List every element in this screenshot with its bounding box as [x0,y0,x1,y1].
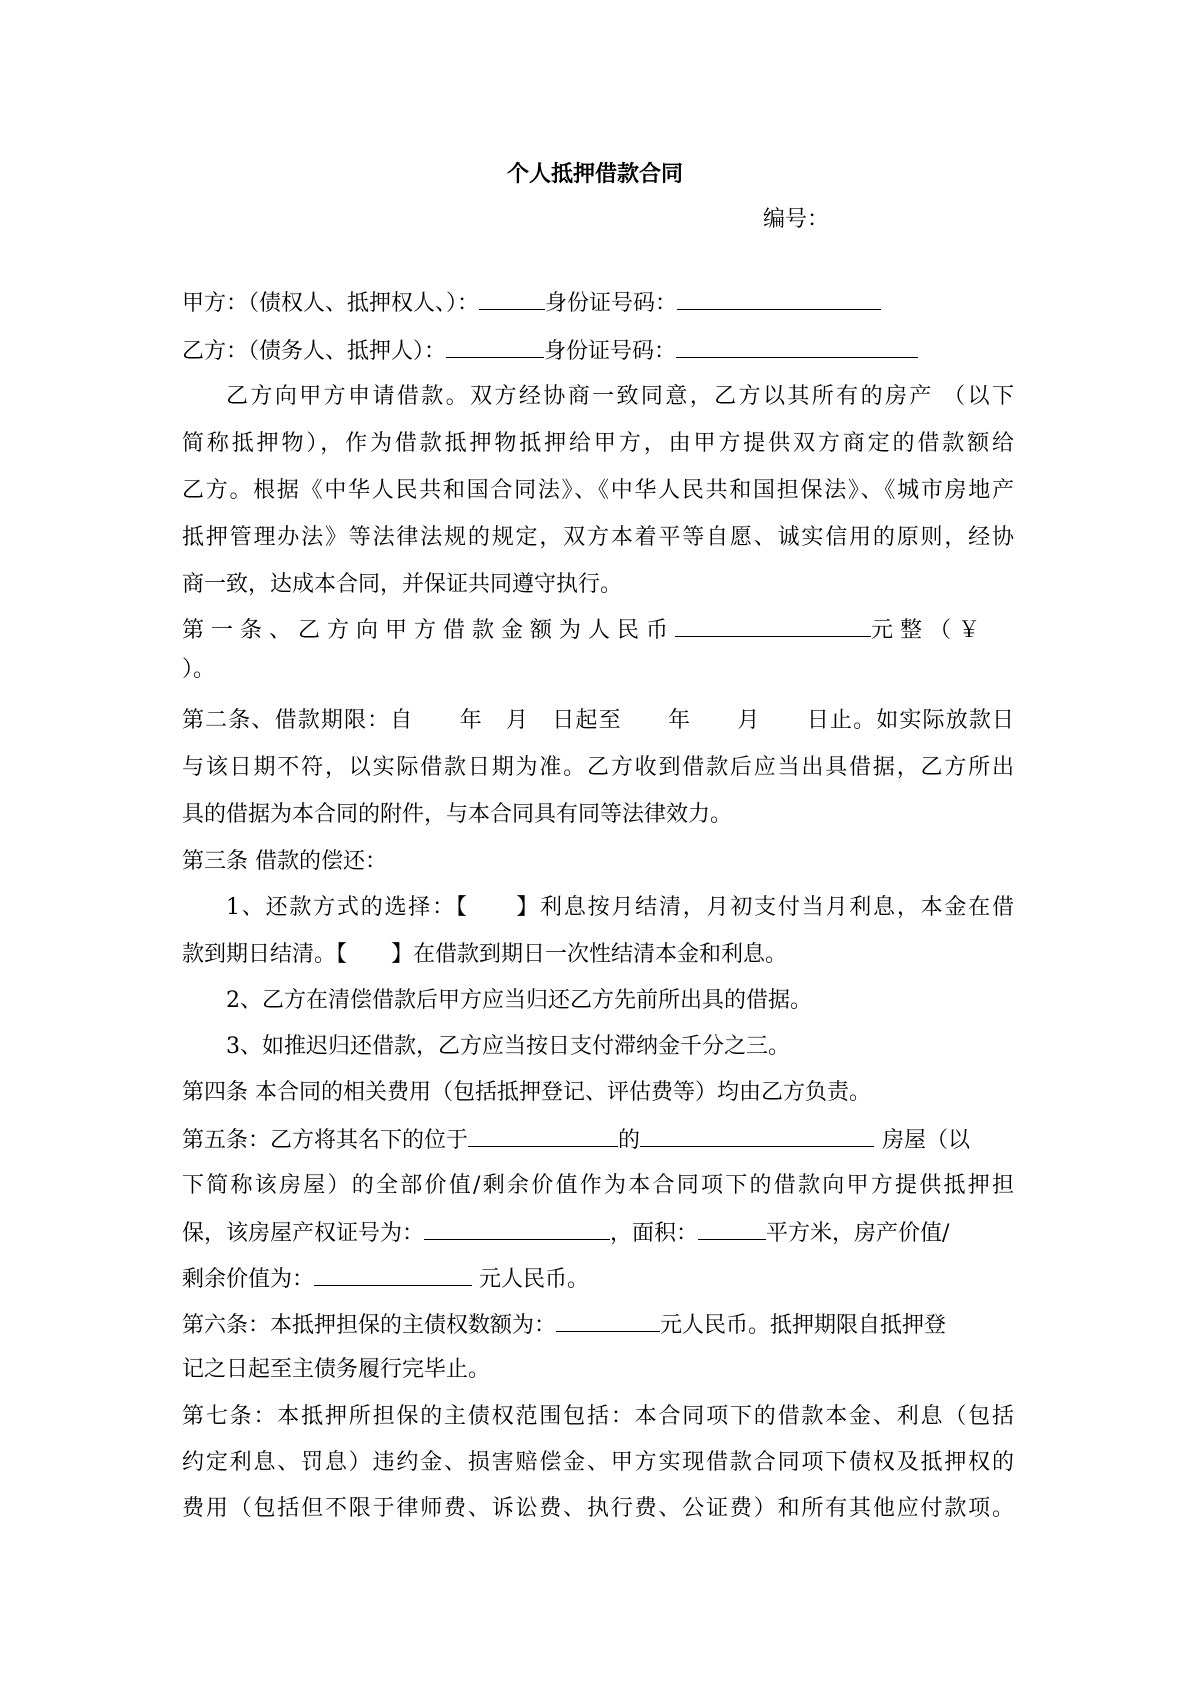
party-b-line: 乙方：（债务人、抵押人）： 身份证号码： [182,333,1014,367]
property-location-blank[interactable] [468,1122,618,1147]
article-5-line: 下简称该房屋）的全部价值/剩余价值作为本合同项下的借款向甲方提供抵押担 [182,1173,1014,1198]
property-address-blank[interactable] [640,1122,874,1147]
intro-line: 抵押管理办法》等法律法规的规定，双方本着平等自愿、诚实信用的原则，经协 [182,525,1014,550]
article-2-line: 与该日期不符，以实际借款日期为准。乙方收到借款后应当出具借据，乙方所出 [182,755,1014,780]
property-value-blank[interactable] [314,1261,472,1286]
article-7-line: 第七条：本抵押所担保的主债权范围包括：本合同项下的借款本金、利息（包括 [182,1404,1014,1429]
article-5-line: 第五条：乙方将其名下的位于 的 房屋（以 [182,1122,1014,1156]
article-3-heading: 第三条 借款的偿还： [182,849,387,874]
party-b-id-blank[interactable] [676,333,918,358]
article-2-line: 第二条、借款期限：自 年 月 日起至 年 月 日止。如实际放款日 [182,708,1014,733]
intro-line: 乙方向甲方申请借款。双方经协商一致同意，乙方以其所有的房产 （以下 [226,384,1014,409]
party-a-name-blank[interactable] [479,285,545,310]
article-3-item: 2、乙方在清偿借款后甲方应当归还乙方先前所出具的借据。 [226,988,812,1013]
contract-number-label: 编号： [763,207,830,232]
principal-amount-blank[interactable] [556,1307,660,1332]
property-area-blank[interactable] [698,1215,766,1240]
article-1-line2: ）。 [182,657,216,682]
article-7-line: 费用（包括但不限于律师费、诉讼费、执行费、公证费）和所有其他应付款项。 [182,1496,1014,1521]
party-b-name-blank[interactable] [446,333,544,358]
article-5-line: 剩余价值为： 元人民币。 [182,1261,1014,1295]
document-title: 个人抵押借款合同 [506,161,683,187]
intro-line: 商一致，达成本合同，并保证共同遵守执行。 [182,572,623,597]
intro-line: 简称抵押物），作为借款抵押物抵押给甲方，由甲方提供双方商定的借款额给 [182,431,1014,456]
property-certificate-blank[interactable] [424,1215,610,1240]
intro-line: 乙方。根据《中华人民共和国合同法》、《中华人民共和国担保法》、《城市房地产 [182,478,1014,503]
article-1-line: 第一条、乙方向甲方借款金额为人民币 元整（￥ [182,612,1014,646]
article-5-line: 保，该房屋产权证号为： ，面积： 平方米，房产价值/ [182,1215,1014,1249]
article-3-item: 3、如推迟归还借款，乙方应当按日支付滞纳金千分之三。 [226,1034,790,1059]
article-7-line: 约定利息、罚息）违约金、损害赔偿金、甲方实现借款合同项下债权及抵押权的 [182,1450,1014,1475]
party-a-id-blank[interactable] [677,285,881,310]
article-2-line: 具的借据为本合同的附件，与本合同具有同等法律效力。 [182,802,733,827]
party-a-line: 甲方：（债权人、抵押权人、）： 身份证号码： [182,285,1014,319]
article-4-line: 第四条 本合同的相关费用（包括抵押登记、评估费等）均由乙方负责。 [182,1080,871,1105]
article-6-line2: 记之日起至主债务履行完毕止。 [182,1357,491,1382]
article-3-item: 款到期日结清。【 】在借款到期日一次性结清本金和利息。 [182,942,788,967]
loan-amount-blank[interactable] [675,612,871,637]
article-6-line: 第六条：本抵押担保的主债权数额为： 元人民币。抵押期限自抵押登 [182,1307,1014,1341]
article-3-item: 1、还款方式的选择：【 】利息按月结清，月初支付当月利息，本金在借 [226,895,1014,920]
